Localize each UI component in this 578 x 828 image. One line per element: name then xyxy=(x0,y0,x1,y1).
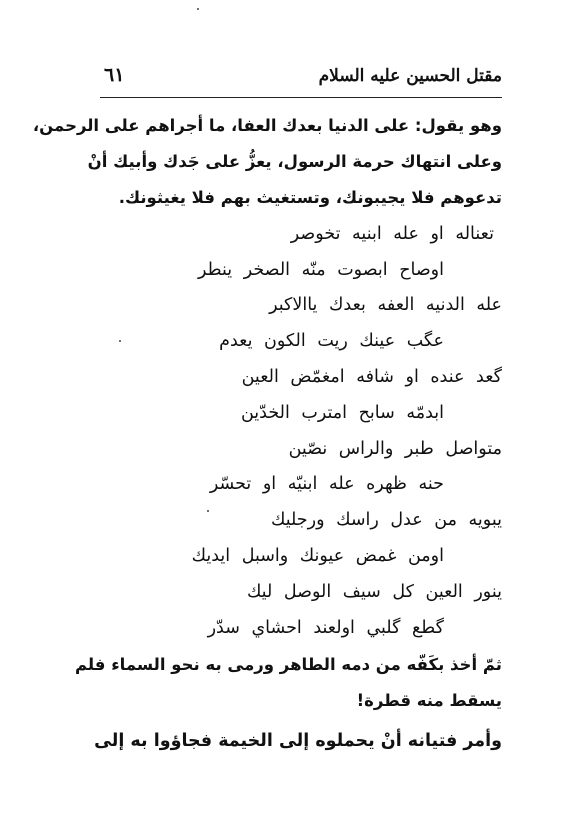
verse-line: متواصل طبر والراس نصّين xyxy=(288,439,502,459)
page-header xyxy=(100,62,502,92)
verse-line: گطع گلبي اولعند احشاي سدّر xyxy=(207,618,444,638)
prose-line: ثمّ أخذ بكَفّه من دمه الطاهر ورمى به نحو السماء فلم xyxy=(74,655,502,674)
verse-line: گعد عنده او شافه امغمّض العين xyxy=(241,367,502,387)
page-number: ٦١ xyxy=(104,64,125,86)
verse-line: حنه ظهره عله ابنيّه او تحسّر xyxy=(209,474,444,494)
verse-line: اومن غمض عيونك واسبل ايديك xyxy=(191,546,444,566)
prose-line: وعلى انتهاك حرمة الرسول، يعزُّ على جَدك وأبيك أنْ xyxy=(87,152,502,171)
verse-line: عگب عينك ريت الكون يعدم xyxy=(219,331,444,351)
verse-line: عله الدنيه العفه بعدك ياالاكبر xyxy=(269,295,502,315)
scan-speck xyxy=(197,8,199,10)
verse-line: ابدمّه سابح امترب الخدّين xyxy=(240,403,444,423)
prose-line: تدعوهم فلا يجيبونك، وتستغيث بهم فلا يغيثونك. xyxy=(118,188,502,207)
scan-speck xyxy=(207,510,209,512)
verse-line: يبويه من عدل راسك ورجليك xyxy=(270,510,502,530)
scan-speck xyxy=(119,340,121,342)
prose-line: وهو يقول: على الدنيا بعدك العفا، ما أجراهم على الرحمن، xyxy=(32,116,502,135)
verse-line: اوصاح ابصوت منّه الصخر ينطر xyxy=(198,260,444,280)
running-title: مقتل الحسين عليه السلام xyxy=(318,66,502,86)
header-divider xyxy=(100,97,502,98)
prose-line: وأمر فتيانه أنْ يحملوه إلى الخيمة فجاؤوا به إلى xyxy=(94,731,502,751)
prose-line: يسقط منه قطرة! xyxy=(356,691,502,710)
verse-line: تعناله او عله ابنيه تخوصر xyxy=(290,224,494,244)
verse-line: ينور العين كل سيف الوصل ليك xyxy=(246,582,502,602)
